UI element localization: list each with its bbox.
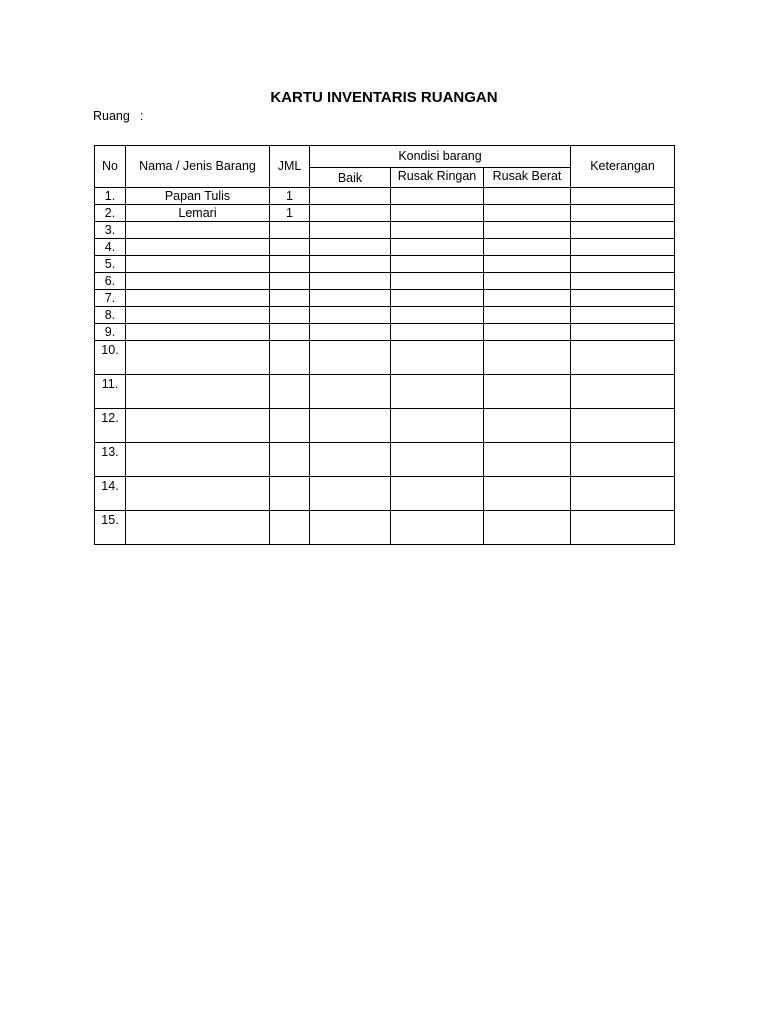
cell-rusak-ringan: [391, 222, 484, 239]
cell-keterangan: [571, 222, 675, 239]
cell-rusak-ringan: [391, 256, 484, 273]
cell-rusak-berat: [484, 307, 571, 324]
cell-nama: [126, 409, 270, 443]
cell-rusak-ringan: [391, 324, 484, 341]
ruang-field: [93, 109, 143, 123]
cell-keterangan: [571, 273, 675, 290]
cell-jml: [270, 307, 310, 324]
cell-rusak-ringan: [391, 239, 484, 256]
cell-jml: [270, 477, 310, 511]
cell-jml: [270, 324, 310, 341]
cell-rusak-ringan: [391, 409, 484, 443]
cell-no: 4.: [95, 239, 126, 256]
cell-keterangan: [571, 511, 675, 545]
cell-rusak-berat: [484, 443, 571, 477]
cell-nama: [126, 290, 270, 307]
cell-keterangan: [571, 477, 675, 511]
cell-baik: [310, 290, 391, 307]
cell-baik: [310, 239, 391, 256]
cell-jml: [270, 375, 310, 409]
table-row: [95, 477, 675, 511]
table-row: [95, 341, 675, 375]
cell-rusak-ringan: [391, 511, 484, 545]
cell-jml: [270, 443, 310, 477]
cell-rusak-ringan: [391, 290, 484, 307]
cell-jml: 1: [270, 188, 310, 205]
cell-rusak-berat: [484, 273, 571, 290]
cell-rusak-berat: [484, 256, 571, 273]
cell-baik: [310, 205, 391, 222]
cell-rusak-berat: [484, 324, 571, 341]
cell-baik: [310, 256, 391, 273]
cell-nama: [126, 239, 270, 256]
cell-baik: [310, 307, 391, 324]
cell-baik: [310, 477, 391, 511]
cell-rusak-ringan: [391, 375, 484, 409]
cell-rusak-ringan: [391, 188, 484, 205]
table-row: [95, 511, 675, 545]
cell-rusak-berat: [484, 477, 571, 511]
table-row: [95, 290, 675, 307]
cell-rusak-ringan: [391, 341, 484, 375]
cell-rusak-ringan: [391, 273, 484, 290]
cell-rusak-ringan: [391, 307, 484, 324]
header-keterangan: Keterangan: [571, 146, 675, 188]
cell-baik: [310, 375, 391, 409]
cell-keterangan: [571, 324, 675, 341]
cell-no: 7.: [95, 290, 126, 307]
cell-keterangan: [571, 239, 675, 256]
header-rusak-berat: Rusak Berat: [484, 168, 571, 188]
cell-keterangan: [571, 290, 675, 307]
header-no: No: [95, 146, 126, 188]
cell-nama: [126, 307, 270, 324]
cell-baik: [310, 324, 391, 341]
cell-no: 3.: [95, 222, 126, 239]
cell-jml: [270, 341, 310, 375]
cell-nama: [126, 443, 270, 477]
cell-keterangan: [571, 256, 675, 273]
document-title: KARTU INVENTARIS RUANGAN: [270, 89, 498, 106]
cell-no: 13.: [95, 443, 126, 477]
table-row: [95, 205, 675, 222]
cell-jml: [270, 239, 310, 256]
inventory-table: [94, 145, 675, 545]
table-row: [95, 324, 675, 341]
cell-keterangan: [571, 307, 675, 324]
cell-no: 1.: [95, 188, 126, 205]
ruang-separator: :: [139, 109, 144, 123]
cell-baik: [310, 443, 391, 477]
cell-rusak-ringan: [391, 477, 484, 511]
cell-nama: [126, 341, 270, 375]
cell-nama: [126, 256, 270, 273]
cell-jml: [270, 256, 310, 273]
cell-rusak-berat: [484, 222, 571, 239]
table-row: [95, 256, 675, 273]
cell-no: 9.: [95, 324, 126, 341]
header-jml: JML: [270, 146, 310, 188]
table-header: [95, 146, 675, 188]
ruang-label: Ruang: [93, 109, 130, 123]
table-row: [95, 375, 675, 409]
cell-jml: 1: [270, 205, 310, 222]
cell-nama: [126, 222, 270, 239]
cell-nama: Papan Tulis: [126, 188, 270, 205]
cell-rusak-berat: [484, 341, 571, 375]
cell-jml: [270, 409, 310, 443]
cell-jml: [270, 273, 310, 290]
cell-no: 14.: [95, 477, 126, 511]
table-row: [95, 273, 675, 290]
cell-no: 10.: [95, 341, 126, 375]
table-row: [95, 409, 675, 443]
cell-no: 12.: [95, 409, 126, 443]
cell-keterangan: [571, 375, 675, 409]
cell-nama: [126, 477, 270, 511]
cell-nama: [126, 324, 270, 341]
cell-baik: [310, 409, 391, 443]
cell-no: 15.: [95, 511, 126, 545]
cell-rusak-ringan: [391, 205, 484, 222]
cell-no: 5.: [95, 256, 126, 273]
cell-baik: [310, 273, 391, 290]
header-nama: Nama / Jenis Barang: [126, 146, 270, 188]
cell-nama: Lemari: [126, 205, 270, 222]
cell-jml: [270, 222, 310, 239]
cell-no: 6.: [95, 273, 126, 290]
cell-rusak-berat: [484, 375, 571, 409]
cell-rusak-berat: [484, 290, 571, 307]
cell-keterangan: [571, 205, 675, 222]
cell-nama: [126, 375, 270, 409]
cell-baik: [310, 341, 391, 375]
cell-rusak-berat: [484, 205, 571, 222]
cell-baik: [310, 188, 391, 205]
cell-rusak-berat: [484, 409, 571, 443]
cell-baik: [310, 222, 391, 239]
cell-keterangan: [571, 409, 675, 443]
table-row: [95, 188, 675, 205]
cell-rusak-berat: [484, 188, 571, 205]
header-kondisi: Kondisi barang: [310, 146, 571, 168]
cell-no: 8.: [95, 307, 126, 324]
cell-no: 11.: [95, 375, 126, 409]
cell-keterangan: [571, 188, 675, 205]
cell-jml: [270, 290, 310, 307]
cell-no: 2.: [95, 205, 126, 222]
header-baik: Baik: [310, 168, 391, 188]
table-row: [95, 443, 675, 477]
table-body: [95, 188, 675, 545]
cell-rusak-berat: [484, 239, 571, 256]
cell-baik: [310, 511, 391, 545]
cell-jml: [270, 511, 310, 545]
table-row: [95, 307, 675, 324]
header-rusak-ringan: Rusak Ringan: [391, 168, 484, 188]
table-row: [95, 222, 675, 239]
cell-nama: [126, 273, 270, 290]
cell-keterangan: [571, 443, 675, 477]
cell-keterangan: [571, 341, 675, 375]
cell-rusak-berat: [484, 511, 571, 545]
cell-rusak-ringan: [391, 443, 484, 477]
table-row: [95, 239, 675, 256]
cell-nama: [126, 511, 270, 545]
